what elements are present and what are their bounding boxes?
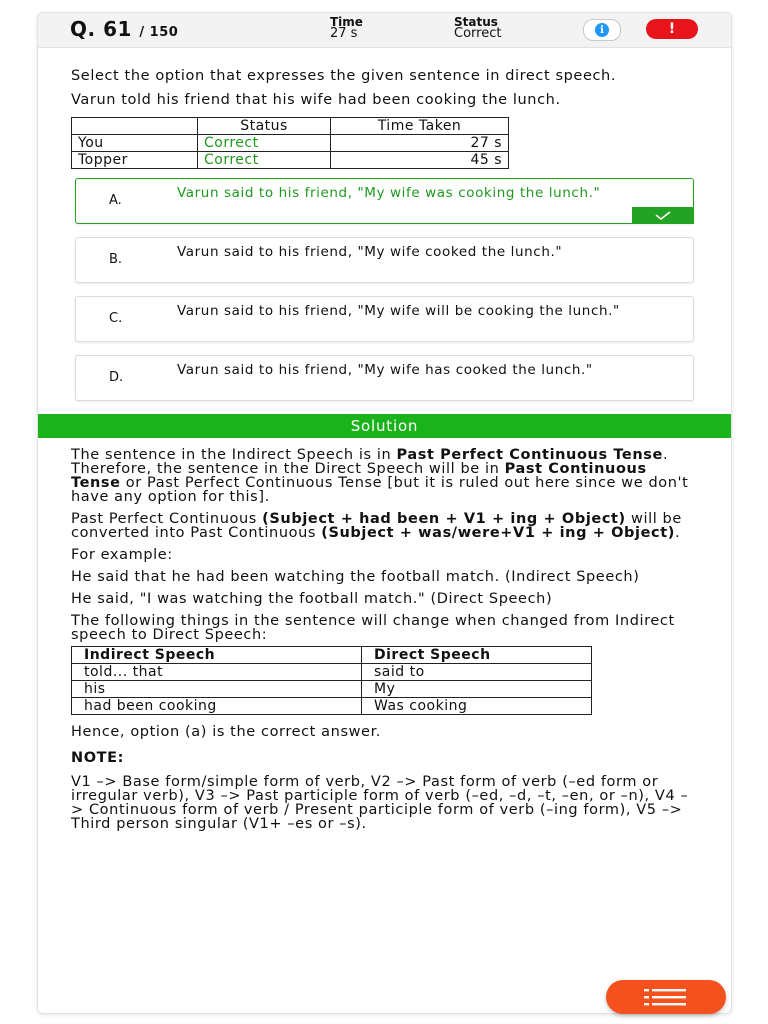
report-icon: ! xyxy=(668,21,676,37)
text-run: The sentence in the Indirect Speech is in xyxy=(71,447,397,463)
stats-time: 27 s xyxy=(331,135,509,152)
solution-paragraph-3: For example: xyxy=(71,547,173,563)
options-list xyxy=(38,178,731,401)
question-number-label: Q. 61 xyxy=(70,17,132,41)
speech-cell: his xyxy=(72,681,362,698)
stats-row-topper xyxy=(72,152,509,169)
bold-run: Past Continuous Tense xyxy=(71,461,647,491)
stats-who: You xyxy=(72,135,198,152)
menu-fab-button[interactable] xyxy=(606,980,726,1014)
question-number xyxy=(70,17,178,41)
bold-run: Past Perfect Continuous Tense xyxy=(396,447,663,463)
stats-header-blank xyxy=(72,118,198,135)
text-run: Past Perfect Continuous xyxy=(71,511,263,527)
solution-paragraph-4: He said that he had been watching the football match. (Indirect Speech) xyxy=(71,569,640,585)
stats-table xyxy=(71,117,509,169)
option-a[interactable] xyxy=(75,178,694,224)
speech-header-direct: Direct Speech xyxy=(362,647,592,664)
speech-row xyxy=(72,664,592,681)
status-stat xyxy=(454,16,501,40)
stats-status: Correct xyxy=(198,152,331,169)
stats-status: Correct xyxy=(198,135,331,152)
speech-row xyxy=(72,698,592,715)
solution-paragraph-2 xyxy=(71,512,698,540)
stats-header-row xyxy=(72,118,509,135)
option-text: Varun said to his friend, "My wife cooked the lunch." xyxy=(177,244,563,260)
speech-row xyxy=(72,681,592,698)
option-letter: A. xyxy=(109,193,122,208)
speech-cell: Was cooking xyxy=(362,698,592,715)
option-letter: D. xyxy=(109,370,124,385)
solution-body xyxy=(38,448,731,831)
status-label: Status xyxy=(454,15,498,29)
option-b[interactable] xyxy=(75,237,694,283)
question-header xyxy=(38,13,731,48)
solution-paragraph-5: He said, "I was watching the football match." (Direct Speech) xyxy=(71,591,553,607)
time-stat xyxy=(330,16,363,40)
text-run: will be converted into Past Continuous xyxy=(71,511,682,541)
question-prompt: Select the option that expresses the given sentence in direct speech. xyxy=(71,68,617,84)
info-button[interactable] xyxy=(583,19,621,41)
check-icon xyxy=(632,207,694,224)
speech-cell: told... that xyxy=(72,664,362,681)
solution-header: Solution xyxy=(38,414,731,438)
time-label: Time xyxy=(330,15,363,29)
question-card xyxy=(37,12,732,1014)
time-value: 27 s xyxy=(330,26,358,41)
speech-cell: had been cooking xyxy=(72,698,362,715)
speech-table xyxy=(71,646,592,715)
question-total: / 150 xyxy=(139,25,179,40)
option-letter: C. xyxy=(109,311,123,326)
stats-header-time: Time Taken xyxy=(331,118,509,135)
note-label: NOTE: xyxy=(71,750,125,766)
speech-header-indirect: Indirect Speech xyxy=(72,647,362,664)
bold-run: (Subject + had been + V1 + ing + Object) xyxy=(262,511,626,527)
solution-paragraph-7: Hence, option (a) is the correct answer. xyxy=(71,724,382,740)
option-d[interactable] xyxy=(75,355,694,401)
report-button[interactable] xyxy=(646,19,698,39)
stats-header-status: Status xyxy=(198,118,331,135)
stats-who: Topper xyxy=(72,152,198,169)
option-text: Varun said to his friend, "My wife was cooking the lunch." xyxy=(177,185,601,201)
speech-header-row xyxy=(72,647,592,664)
text-run: . Therefore, the sentence in the Direct Speech will be in xyxy=(71,447,669,477)
option-text: Varun said to his friend, "My wife has cooked the lunch." xyxy=(177,362,593,378)
stats-row-you xyxy=(72,135,509,152)
status-value: Correct xyxy=(454,26,502,41)
stats-time: 45 s xyxy=(331,152,509,169)
solution-paragraph-6: The following things in the sentence will change when changed from Indirect speech to Direct Speech: xyxy=(71,613,675,643)
speech-cell: My xyxy=(362,681,592,698)
speech-cell: said to xyxy=(362,664,592,681)
info-icon: i xyxy=(595,23,609,37)
question-sentence: Varun told his friend that his wife had been cooking the lunch. xyxy=(71,92,561,108)
question-content xyxy=(38,48,731,831)
note-text: V1 –> Base form/simple form of verb, V2 –> Past form of verb (–ed form or irregular verb), V3 –> Past participle form of verb (–ed, –d, –t, –en, or –n), V4 –> Continuous form of verb / Present participle form of verb (–ing form), V5 –> Third person singular (V1+ –es or –s). xyxy=(71,774,689,832)
solution-paragraph-1 xyxy=(71,448,698,504)
bold-run: (Subject + was/were+V1 + ing + Object) xyxy=(321,525,675,541)
option-c[interactable] xyxy=(75,296,694,342)
option-text: Varun said to his friend, "My wife will be cooking the lunch." xyxy=(177,303,620,319)
text-run: or Past Perfect Continuous Tense [but it is ruled out here since we don't have any option for this]. xyxy=(71,475,689,505)
list-menu-icon xyxy=(638,986,694,1008)
text-run: . xyxy=(675,525,681,541)
option-letter: B. xyxy=(109,252,123,267)
